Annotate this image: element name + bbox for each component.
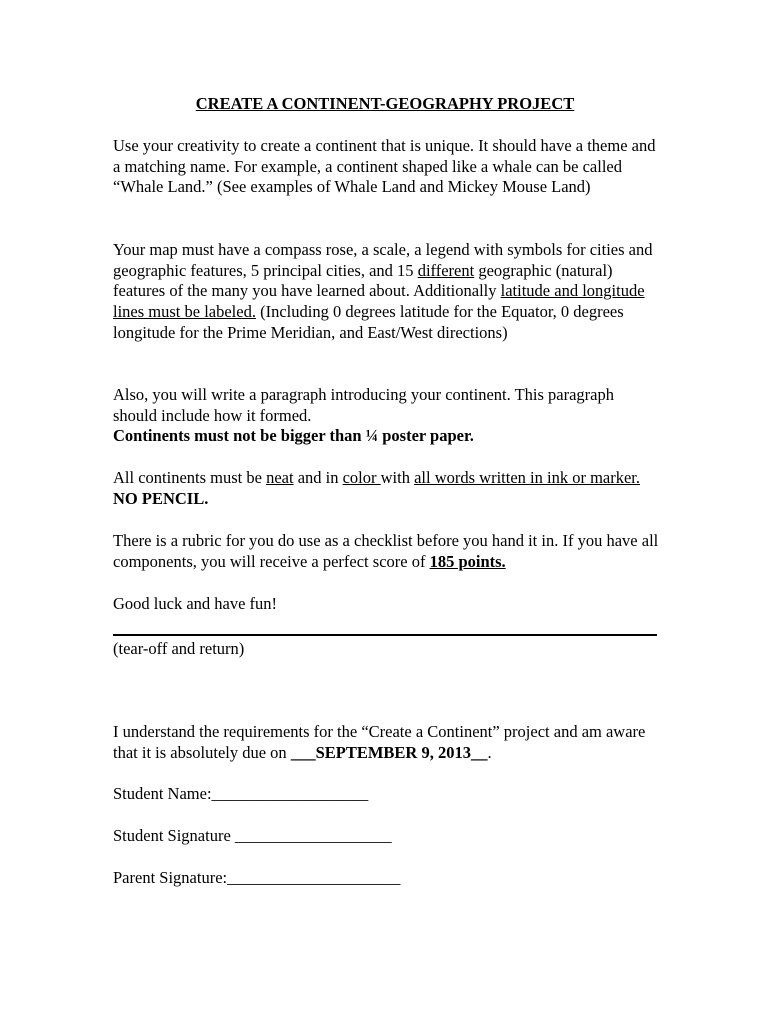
page-title: CREATE A CONTINENT-GEOGRAPHY PROJECT [195,94,575,113]
good-luck-line: Good luck and have fun! [113,594,278,613]
tear-off-divider [113,634,657,636]
neatness-paragraph [113,468,661,509]
neat-text-a: All continents must be [113,468,267,487]
acknowledgement-paragraph [113,722,661,763]
neat-underlined: neat [266,468,294,487]
size-limit-bold: Continents must not be bigger than ¼ poster paper. [113,426,474,446]
paragraph-text: Also, you will write a paragraph introducing your continent. This paragraph should include how it formed. [113,385,614,425]
ack-text-a: I understand the requirements for the “Create a Continent” project and am aware that it is absolutely due on [113,722,646,762]
rubric-paragraph [113,531,661,572]
student-signature-line: Student Signature ___________________ [113,826,392,845]
color-underlined: color [342,468,381,487]
tear-off-label: (tear-off and return) [113,639,245,658]
neat-text-b: and in [293,468,343,487]
map-text-c: (Including 0 degrees latitude for the Equator, 0 degrees longitude for the Prime Meridian, and East/West directions) [113,302,624,342]
different-underlined: different [417,260,475,280]
intro-paragraph: Use your creativity to create a continent that is unique. It should have a theme and a matching name. For example, a continent shaped like a whale can be called “Whale Land.” (See examples of Whale Land and Mickey Mouse Land) [113,136,656,197]
due-date-bold: ___SEPTEMBER 9, 2013__ [290,742,488,762]
rubric-text: There is a rubric for you do use as a checklist before you hand it in. If you have all components, you will receive a perfect score of [113,531,659,571]
latlong-underlined: latitude and longitude lines must be labeled. [113,281,645,322]
points-bold-underlined: 185 points. [429,551,506,571]
student-name-line: Student Name:___________________ [113,784,369,803]
map-text-a: Your map must have a compass rose, a scale, a legend with symbols for cities and geographic features, 5 principal cities, and 15 [113,240,653,280]
neat-text-c: with [380,468,415,487]
paragraph-requirement [113,385,661,447]
parent-signature-line: Parent Signature:_____________________ [113,868,401,887]
map-text-b: geographic (natural) features of the many you have learned about. Additionally [113,260,613,301]
ink-underlined: all words written in ink or marker. [414,468,641,487]
map-requirements-paragraph [113,240,661,344]
no-pencil-bold: NO PENCIL. [113,488,209,508]
ack-text-b: . [487,742,492,762]
